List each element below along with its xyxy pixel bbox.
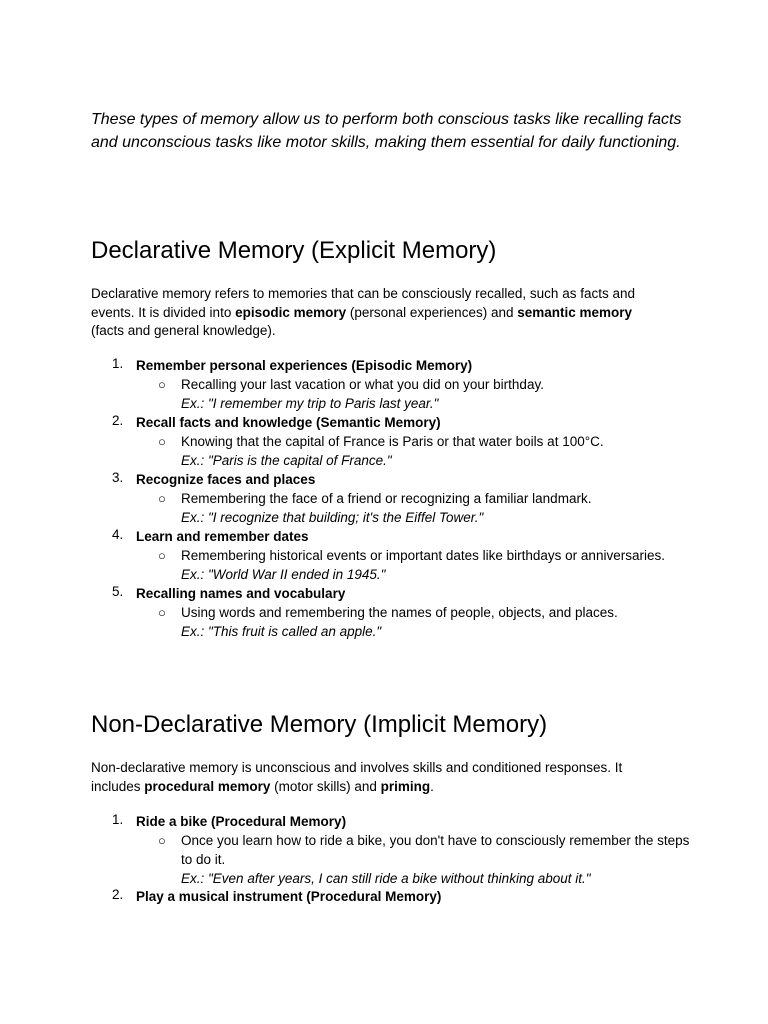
circle-bullet-icon: ○ [158,548,166,563]
example-text: Ex.: "Paris is the capital of France." [181,453,392,468]
example-text: Ex.: "This fruit is called an apple." [181,624,382,639]
list-item-number: 4. [112,527,124,542]
list-item [91,356,691,413]
sub-item [91,432,691,470]
list-item [91,887,691,906]
sub-item-text: Knowing that the capital of France is Paris or that water boils at 100°C. [181,434,604,449]
para-text: (personal experiences) and [346,304,518,320]
list-item-title: Recalling names and vocabulary [136,586,346,601]
circle-bullet-icon: ○ [158,833,166,848]
section-paragraph-declarative [91,285,666,341]
sub-item-text: Using words and remembering the names of people, objects, and places. [181,605,618,620]
list-item [91,812,691,887]
sub-item-text: Recalling your last vacation or what you did on your birthday. [181,377,544,392]
example-text: Ex.: "I recognize that building; it's the Eiffel Tower." [181,510,484,525]
para-text: (facts and general knowledge). [91,323,276,338]
example-text: Ex.: "I remember my trip to Paris last year." [181,396,439,411]
list-item-number: 2. [112,413,124,428]
list-item [91,584,691,641]
list-item-title: Play a musical instrument (Procedural Memory) [136,889,442,904]
list-item-number: 3. [112,470,124,485]
para-text: (motor skills) and [270,778,381,794]
list-item-title: Ride a bike (Procedural Memory) [136,814,347,829]
sub-item-text: Once you learn how to ride a bike, you don't have to consciously remember the steps to do it. [181,833,690,867]
example-text: Ex.: "World War II ended in 1945." [181,567,386,582]
para-bold-term: semantic memory [517,304,633,320]
list-item-number: 2. [112,887,124,902]
list-item [91,470,691,527]
circle-bullet-icon: ○ [158,491,166,506]
circle-bullet-icon: ○ [158,605,166,620]
list-item-number: 1. [112,812,124,827]
list-item-title: Recall facts and knowledge (Semantic Memory) [136,415,441,430]
list-item [91,527,691,584]
list-item-number: 1. [112,356,124,371]
sub-item-text: Remembering the face of a friend or recognizing a familiar landmark. [181,491,592,506]
sub-item [91,831,701,888]
sub-item [91,375,691,413]
sub-item [91,546,691,584]
section-paragraph-non-declarative [91,759,666,796]
section-heading-declarative: Declarative Memory (Explicit Memory) [91,237,497,264]
sub-item [91,489,691,527]
list-item-title: Remember personal experiences (Episodic Memory) [136,358,473,373]
circle-bullet-icon: ○ [158,434,166,449]
list-item-title: Learn and remember dates [136,529,309,544]
sub-item-text: Remembering historical events or important dates like birthdays or anniversaries. [181,548,665,563]
para-bold-term: procedural memory [144,778,271,794]
para-bold-term: episodic memory [235,304,347,320]
para-text: Declarative memory refers to memories that can be consciously recalled, such as facts and events. It is divided into [91,286,635,320]
list-item-title: Recognize faces and places [136,472,316,487]
para-bold-term: priming [380,778,431,794]
circle-bullet-icon: ○ [158,377,166,392]
non-declarative-memory-list [91,812,691,906]
example-text: Ex.: "Even after years, I can still ride a bike without thinking about it." [181,871,591,886]
section-heading-non-declarative: Non-Declarative Memory (Implicit Memory) [91,711,548,738]
declarative-memory-list [91,356,691,641]
para-text: Non-declarative memory is unconscious and involves skills and conditioned responses. It includes [91,760,623,794]
sub-item [91,603,691,641]
list-item-number: 5. [112,584,124,599]
para-text: . [430,778,434,794]
list-item [91,413,691,470]
intro-paragraph: These types of memory allow us to perform both conscious tasks like recalling facts and unconscious tasks like motor skills, making them essential for daily functioning. [91,111,682,151]
